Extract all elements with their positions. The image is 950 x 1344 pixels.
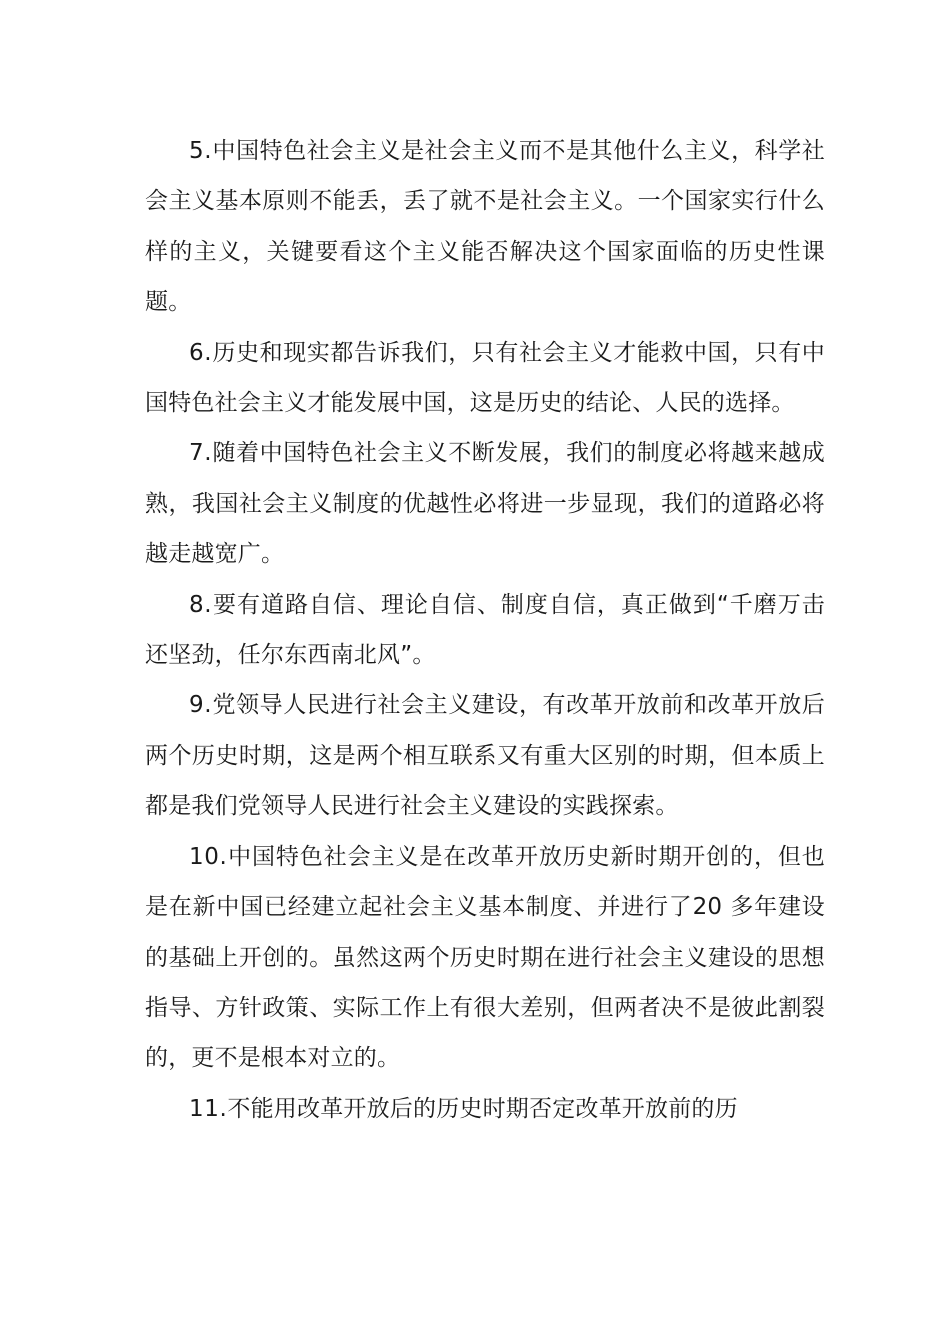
- paragraph-number: 11.: [189, 1095, 228, 1122]
- paragraph-9: [145, 680, 825, 831]
- paragraph-number: 10.: [189, 843, 228, 870]
- paragraph-10: [145, 832, 825, 1084]
- paragraph-text: 随着中国特色社会主义不断发展，我们的制度必将越来越成熟，我国社会主义制度的优越性必将进一步显现，我们的道路必将越走越宽广。: [145, 440, 825, 568]
- paragraph-text: 中国特色社会主义是社会主义而不是其他什么主义，科学社会主义基本原则不能丢，丢了就不是社会主义。一个国家实行什么样的主义，关键要看这个主义能否解决这个国家面临的历史性课题。: [145, 138, 825, 316]
- paragraph-number: 8.: [189, 591, 213, 618]
- paragraph-7: [145, 428, 825, 579]
- paragraph-11: [145, 1084, 825, 1134]
- paragraph-number: 5.: [189, 138, 213, 164]
- paragraph-text: 不能用改革开放后的历史时期否定改革开放前的历: [227, 1095, 738, 1122]
- paragraph-number: 6.: [189, 339, 213, 366]
- paragraph-6: [145, 328, 825, 429]
- paragraph-number: 9.: [189, 692, 213, 719]
- paragraph-5: [145, 126, 825, 328]
- paragraph-text: 要有道路自信、理论自信、制度自信，真正做到“千磨万击还坚劲，任尔东西南北风”。: [145, 591, 825, 669]
- paragraph-8: [145, 580, 825, 681]
- paragraph-text: 党领导人民进行社会主义建设，有改革开放前和改革开放后两个历史时期，这是两个相互联系又有重大区别的时期，但本质上都是我们党领导人民进行社会主义建设的实践探索。: [145, 692, 825, 820]
- document-body: [145, 126, 825, 1134]
- paragraph-text: 历史和现实都告诉我们，只有社会主义才能救中国，只有中国特色社会主义才能发展中国，这是历史的结论、人民的选择。: [145, 339, 825, 417]
- paragraph-number: 7.: [189, 440, 213, 467]
- paragraph-text: 中国特色社会主义是在改革开放历史新时期开创的，但也是在新中国已经建立起社会主义基本制度、并进行了20 多年建设的基础上开创的。虽然这两个历史时期在进行社会主义建设的思想指导、方针政策、实际工作上有很大差别，但两者决不是彼此割裂的，更不是根本对立的。: [145, 843, 825, 1072]
